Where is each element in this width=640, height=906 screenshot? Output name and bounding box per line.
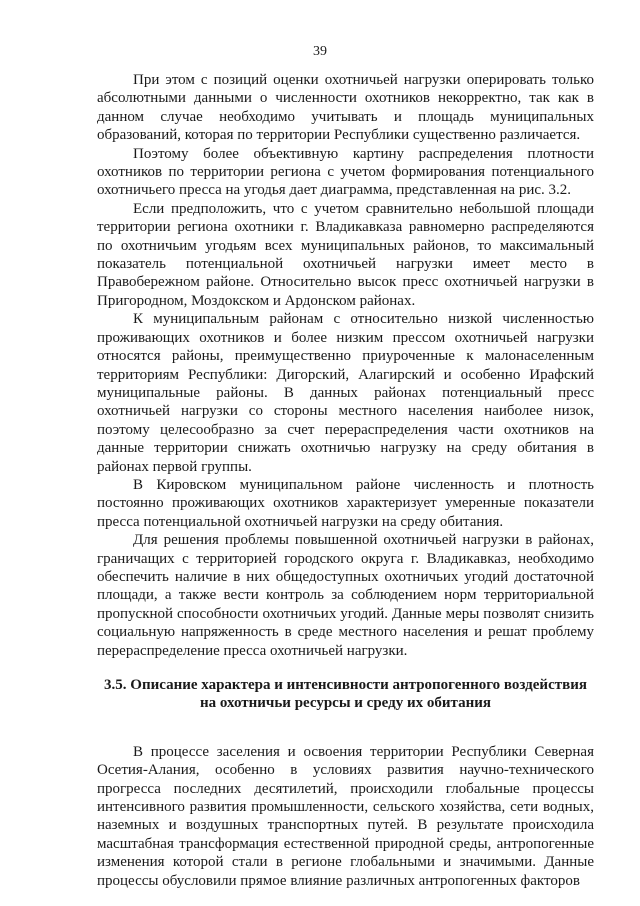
page-number: 39 [313,44,327,59]
paragraph-hunter-density-diagram: Поэтому более объективную картину распределения плотности охотников по территории региона с учетом формирования потенциального охотничьего пресса на угодья дает диаграмма, представленная на рис. 3.2. [97,145,594,199]
paragraph-anthropogenic-impact: В процессе заселения и освоения территории Республики Северная Осетия-Алания, особенно в условиях развития научно-технического прогресса последних десятилетий, происходили глобальные процессы интенсивного развития промышленности, сельского хозяйства, сети водных, наземных и воздушных транспортных путей. В результате происходила масштабная трансформация естественной природной среды, антропогенные изменения которой стали в регионе глобальными и значимыми. Данные процессы обусловили прямое влияние различных антропогенных факторов [97,743,594,889]
paragraph-kirovsky-district: В Кировском муниципальном районе численность и плотность постоянно проживающих охотников характеризует умеренные показатели пресса потенциальной охотничьей нагрузки на среду обитания. [97,476,594,530]
paragraph-hunting-load-absolute-data: При этом с позиций оценки охотничьей нагрузки оперировать только абсолютными данными о численности охотников некорректно, так как в данном случае необходимо учитывать и площадь муниципальных образований, которая по территории Республики существенно различается. [97,72,594,144]
paragraph-low-load-districts: К муниципальным районам с относительно низкой численностью проживающих охотников и более низким прессом охотничьей нагрузки относятся районы, преимущественно приуроченные к малонаселенным территориям Республики: Дигорский, Алагирский и особенно Ирафский муниципальные районы. В данных районах потенциальный пресс охотничьей нагрузки со стороны местного населения наиболее низок, поэтому целесообразно за счет перераспределения части охотников на данные территории снижать охотничью нагрузку на среду обитания в районах первой группы. [97,311,594,475]
paragraph-max-load-districts: Если предположить, что с учетом сравнительно небольшой площади территории региона охотники г. Владикавказа равномерно распределяются по охотничьим угодьям всех муниципальных районов, то максимальный показатель потенциальной охотничьей нагрузки имеет место в Правобережном районе. Относительно высок пресс охотничьей нагрузки в Пригородном, Моздокском и Ардонском районах. [97,200,594,309]
page-content [97,71,594,890]
section-heading: 3.5. Описание характера и интенсивности антропогенного воздействия на охотничьи ресурсы и среду их обитания [104,677,587,712]
paragraph-solution-measures: Для решения проблемы повышенной охотничьей нагрузки в районах, граничащих с территорией городского округа г. Владикавказ, необходимо обеспечить наличие в них общедоступных охотничьих угодий достаточной площади, а также вести контроль за соблюдением норм территориальной пропускной способности охотничьих угодий. Данные меры позволят снизить социальную напряженность в среде местного населения и решат проблему перераспределение пресса охотничьей нагрузки. [97,532,594,659]
